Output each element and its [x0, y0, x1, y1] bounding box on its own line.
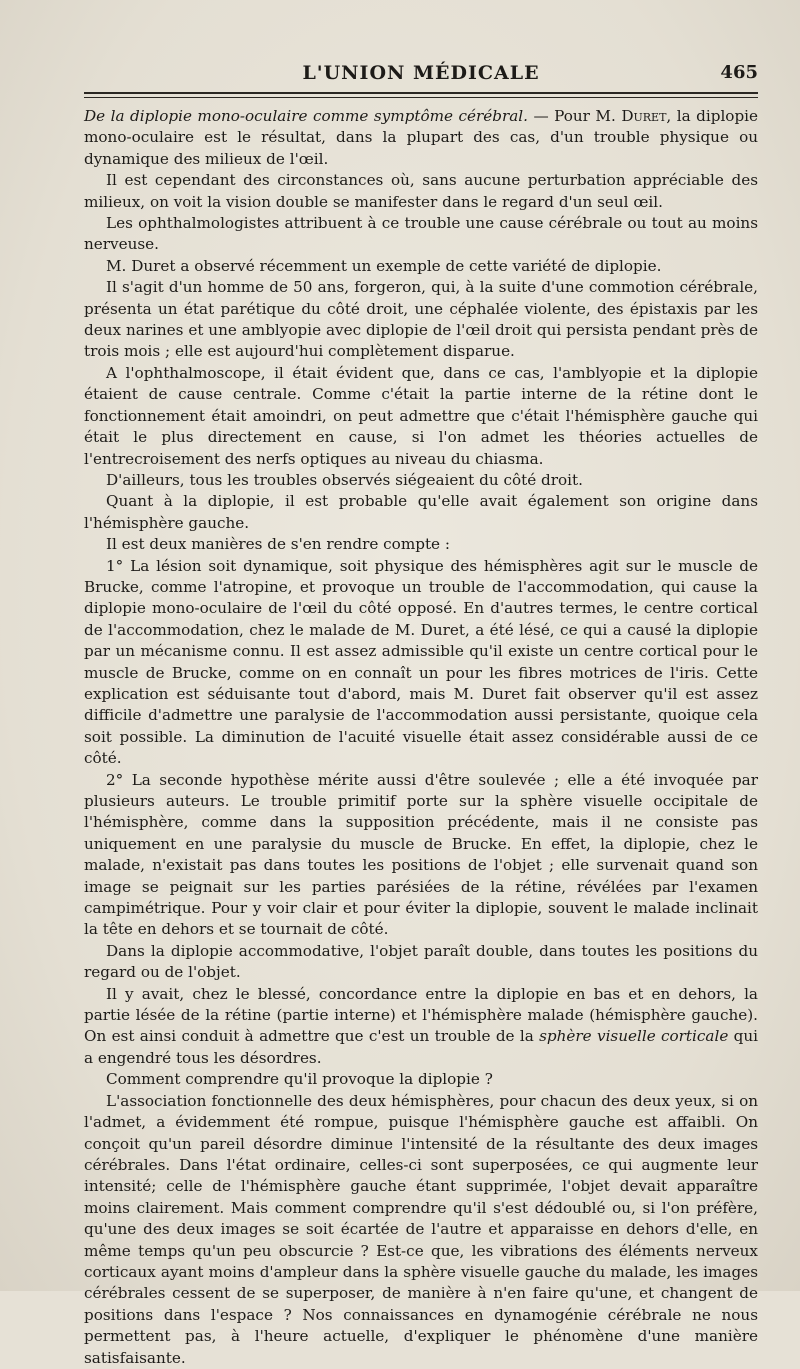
- paragraph: Il est cependant des circonstances où, sans aucune perturbation appréciable des milieux, on voit la vision double se manifester dans le regard d'un seul œil.: [84, 171, 758, 211]
- paragraph-text: qui a engendré tous les désordres.: [84, 1027, 759, 1067]
- paragraph: Les ophthalmologistes attribuent à ce trouble une cause cérébrale ou tout au moins nerveuse.: [84, 214, 758, 254]
- journal-title: L'UNION MÉDICALE: [302, 62, 540, 84]
- paragraph: 1° La lésion soit dynamique, soit physique des hémisphères agit sur le muscle de Brucke, comme l'atropine, et provoque un trouble de l'accommodation, qui cause la diplopie mono-oculaire de l'œil du côté opposé. En d'autres termes, le centre cortical de l'accommodation, chez le malade de M. Duret, a été lésé, ce qui a causé la diplopie par un mécanisme connu. Il est assez admissible qu'il existe un centre cortical pour le muscle de Brucke, comme on en connaît un pour les fibres motrices de l'iris. Cette explication est séduisante tout d'abord, mais M. Duret fait observer qu'il est assez difficile d'admettre une paralysie de l'accommodation aussi persistante, quoique cela soit possible. La diminution de l'acuité visuelle était assez considérable aussi de ce côté.: [84, 556, 758, 768]
- paragraph: Quant à la diplopie, il est probable qu'elle avait également son origine dans l'hémisphère gauche.: [84, 492, 758, 532]
- paragraph: A l'ophthalmoscope, il était évident que, dans ce cas, l'amblyopie et la diplopie étaient de cause centrale. Comme c'était la partie interne de la rétine dont le fonctionnement était amoindri, on peut admettre que c'était l'hémisphère gauche qui était le plus directement en cause, si l'on admet les théories actuelles de l'entrecroisement des nerfs optiques au niveau du chiasma.: [84, 363, 758, 468]
- article-body: [84, 106, 758, 1369]
- paragraph: Dans la diplopie accommodative, l'objet paraît double, dans toutes les positions du regard ou de l'objet.: [84, 941, 758, 982]
- opening-text: , la diplopie mono-oculaire est le résultat, dans la plupart des cas, d'un trouble physique ou dynamique des milieux de l'œil.: [84, 107, 759, 168]
- author-name: Duret: [621, 107, 667, 125]
- title-dash-text: — Pour M.: [527, 107, 622, 125]
- article-title: De la diplopie mono-oculaire comme symptôme cérébral.: [84, 107, 528, 125]
- article-opening-paragraph: [84, 106, 758, 170]
- paragraph: 2° La seconde hypothèse mérite aussi d'être soulevée ; elle a été invoquée par plusieurs auteurs. Le trouble primitif porte sur la sphère visuelle occipitale de l'hémisphère, comme dans la supposition précédente, mais il ne consiste pas uniquement en une paralysie du muscle de Brucke. En effet, la diplopie, chez le malade, n'existait pas dans toutes les positions de l'objet ; elle survenait quand son image se peignait sur les parties parésiées de la rétine, révélées par l'examen campimétrique. Pour y voir clair et pour éviter la diplopie, souvent le malade inclinait la tête en dehors et se tournait de côté.: [84, 770, 758, 939]
- paragraph: L'association fonctionnelle des deux hémisphères, pour chacun des deux yeux, si on l'admet, a évidemment été rompue, puisque l'hémisphère gauche est affaibli. On conçoit qu'un pareil désordre diminue l'intensité de la résultante des deux images cérébrales. Dans l'état ordinaire, celles-ci sont superposées, ce qui augmente leur intensité; celle de l'hémisphère gauche étant supprimée, l'objet devait apparaître moins clairement. Mais comment comprendre qu'il s'est dédoublé ou, si l'on préfère, qu'une des deux images se soit écartée de l'autre et apparaisse en dehors d'elle, en même temps qu'un peu obscurcie ? Est-ce que, les vibrations des éléments nerveux corticaux ayant moins d'ampleur dans la sphère visuelle gauche du malade, les images cérébrales cessent de se superposer, de manière à n'en faire qu'une, et changent de positions dans l'espace ? Nos connaissances en dynamogénie cérébrale ne nous permettent pas, à l'heure actuelle, d'expliquer le phénomène d'une manière satisfaisante.: [84, 1091, 758, 1367]
- paragraph-text: Il y avait, chez le blessé, concordance entre la diplopie en bas et en dehors, la partie lésée de la rétine (partie interne) et l'hémisphère malade (hémisphère gauche). On est ainsi conduit à admettre que c'est un trouble de la: [84, 984, 758, 1046]
- page-header: [84, 58, 758, 86]
- paragraph: M. Duret a observé récemment un exemple de cette variété de diplopie.: [106, 256, 662, 275]
- paragraph: Comment comprendre qu'il provoque la diplopie ?: [106, 1070, 493, 1089]
- header-rule: [84, 92, 758, 94]
- italic-term: sphère visuelle corticale: [539, 1027, 729, 1046]
- paragraph-with-italic: [84, 984, 758, 1070]
- paragraph: Il s'agit d'un homme de 50 ans, forgeron, qui, à la suite d'une commotion cérébrale, présenta un état parétique du côté droit, une céphalée violente, des épistaxis par les deux narines et une amblyopie avec diplopie de l'œil droit qui persista pendant près de trois mois ; elle est aujourd'hui complètement disparue.: [84, 278, 758, 361]
- page-number: 465: [720, 62, 758, 83]
- header-rule-thin: [84, 97, 758, 98]
- paragraph: Il est deux manières de s'en rendre compte :: [106, 535, 450, 554]
- paragraph: D'ailleurs, tous les troubles observés siégeaient du côté droit.: [106, 470, 583, 489]
